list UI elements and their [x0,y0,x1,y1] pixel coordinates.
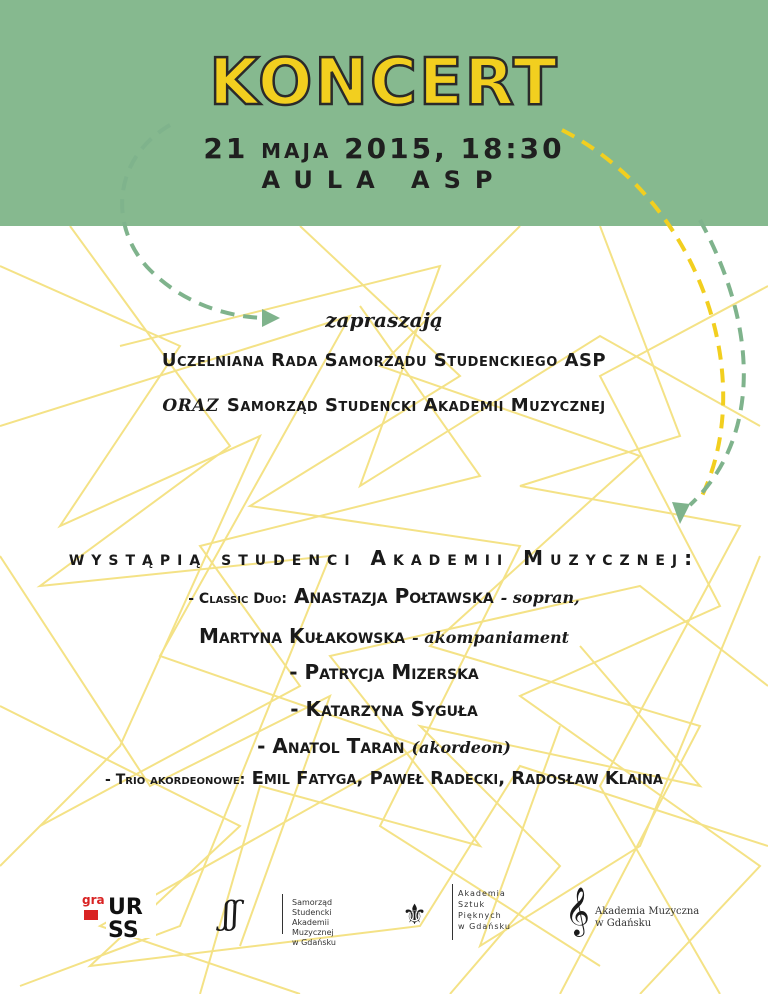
invite-text: zapraszają [325,308,443,332]
classic-duo-label: - Classic Duo: [188,591,288,607]
performer-name-2: Martyna Kułakowska [198,624,406,648]
urss-logo [80,890,160,940]
crest-icon: ⚜ [402,898,428,931]
trio-label: - Trio akordeonowe: [105,772,246,788]
organizer-2: Samorząd Studencki Akademii Muzycznej [226,395,606,416]
samorzad-logo-text: Samorząd Studencki Akademii Muzycznej w Gdańsku [292,898,336,947]
performer-line-4: - Katarzyna Syguła [290,697,478,721]
performer-line-3: - Patrycja Mizerska [289,660,479,684]
akademia-muzyczna-logo [565,886,715,946]
performer-role-2: - akompaniament [412,628,570,647]
g-clef-icon: 𝄞 [565,886,590,935]
logo-divider [282,894,283,934]
concert-venue: AULA ASP [261,166,507,194]
asp-logo [402,884,532,940]
performers-banner: wystąpią studenci Akademii Muzycznej: [68,546,700,570]
concert-title: KONCERT [209,46,559,120]
svg-text:gra: gra [82,893,105,907]
performer-line-5 [0,734,768,758]
performer-name-1: Anastazja Połtawska [294,584,494,608]
ss-monogram-icon: ʃʃ [222,894,240,932]
am-logo-text: Akademia Muzyczna w Gdańsku [595,906,700,929]
performer-line-6 [0,768,768,789]
performer-name-5: - Anatol Taran [257,734,405,758]
concert-date: 21 maja 2015, 18:30 [203,132,565,165]
organizer-1: Uczelniana Rada Samorządu Studenckiego ASP [161,350,607,371]
organizer-2-line [0,388,768,417]
performer-line-2 [0,624,768,648]
samorzad-studencki-logo [222,894,372,947]
logo-divider [452,884,453,940]
performer-role-1: - sopran, [500,588,580,607]
asp-logo-text: Akademia Sztuk Pięknych w Gdańsku [458,889,511,931]
sponsor-logos [0,880,768,950]
performer-role-5: (akordeon) [411,738,511,757]
svg-text:SS: SS [108,918,139,940]
performer-line-1 [0,584,768,608]
svg-text:UR: UR [108,895,143,920]
oraz-word: oraz [162,388,219,417]
trio-names: Emil Fatyga, Paweł Radecki, Radosław Klaina [251,768,663,789]
